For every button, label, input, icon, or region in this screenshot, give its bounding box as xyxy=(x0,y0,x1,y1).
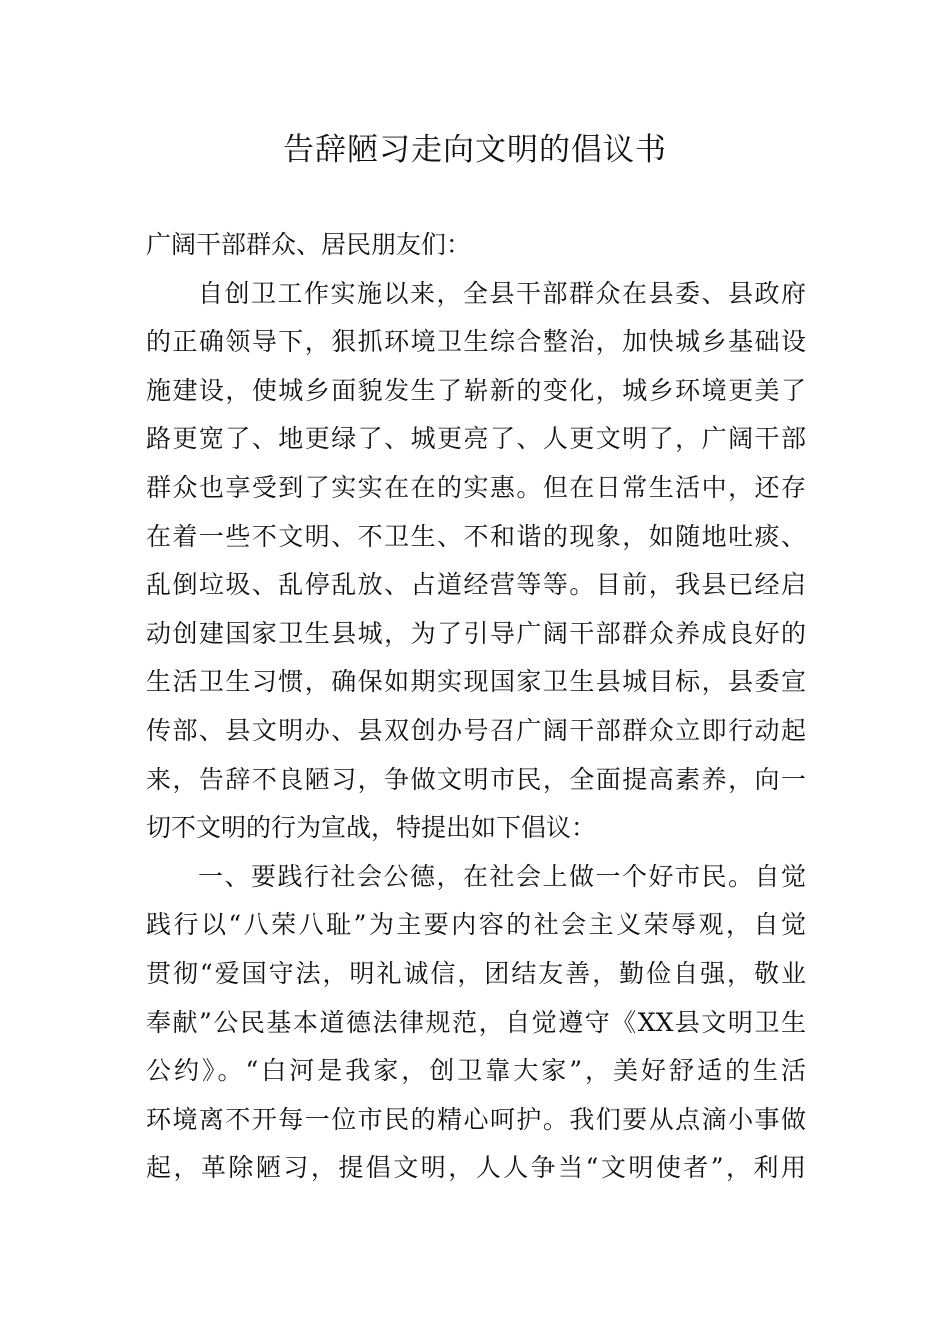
paragraph-line: 自创卫工作实施以来，全县干部群众在县委、县政府 xyxy=(198,278,806,308)
paragraph-line: 贯彻“爱国守法，明礼诚信，团结友善，勤俭自强，敬业 xyxy=(146,958,806,988)
salutation-line: 广阔干部群众、居民朋友们： xyxy=(146,230,472,259)
paragraph-line: 路更宽了、地更绿了、城更亮了、人更文明了，广阔干部 xyxy=(146,424,806,454)
paragraph-line: 一、要践行社会公德，在社会上做一个好市民。自觉 xyxy=(198,861,806,891)
document-title: 告辞陋习走向文明的倡议书 xyxy=(283,132,667,168)
paragraph-line: 动创建国家卫生县城，为了引导广阔干部群众养成良好的 xyxy=(146,618,806,648)
paragraph-line: 践行以“八荣八耻”为主要内容的社会主义荣辱观，自觉 xyxy=(146,910,806,940)
paragraph-line: 乱倒垃圾、乱停乱放、占道经营等等。目前，我县已经启 xyxy=(146,570,806,600)
paragraph-line: 起，革除陋习，提倡文明，人人争当“文明使者”，利用 xyxy=(146,1153,806,1183)
document-body xyxy=(146,221,806,1193)
paragraph-line: 环境离不开每一位市民的精心呵护。我们要从点滴小事做 xyxy=(146,1104,806,1134)
paragraph-line: 在着一些不文明、不卫生、不和谐的现象，如随地吐痰、 xyxy=(146,521,806,551)
paragraph-line: 传部、县文明办、县双创办号召广阔干部群众立即行动起 xyxy=(146,715,806,745)
paragraph-line: 的正确领导下，狠抓环境卫生综合整治，加快城乡基础设 xyxy=(146,327,806,357)
paragraph-line: 来，告辞不良陋习，争做文明市民，全面提高素养，向一 xyxy=(146,764,806,794)
paragraph-line: 施建设，使城乡面貌发生了崭新的变化，城乡环境更美了 xyxy=(146,375,806,405)
paragraph-line: 公约》。“白河是我家，创卫靠大家”，美好舒适的生活 xyxy=(146,1056,806,1086)
paragraph-line: 奉献”公民基本道德法律规范，自觉遵守《XX县文明卫生 xyxy=(146,1007,806,1037)
paragraph-line: 群众也享受到了实实在在的实惠。但在日常生活中，还存 xyxy=(146,472,806,502)
paragraph-line: 生活卫生习惯，确保如期实现国家卫生县城目标，县委宣 xyxy=(146,667,806,697)
paragraph-line: 切不文明的行为宣战，特提出如下倡议： xyxy=(146,813,597,843)
